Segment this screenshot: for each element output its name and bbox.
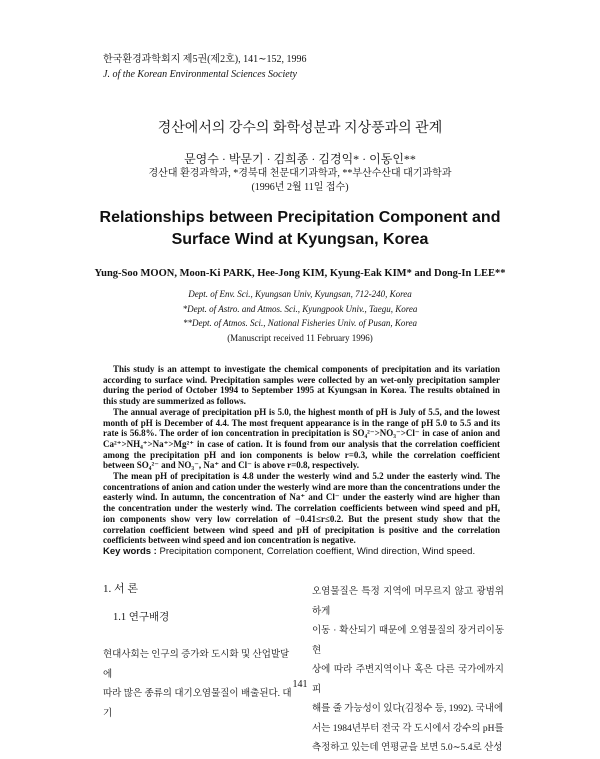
abstract-paragraph-2: The annual average of precipitation pH is 5.0, the highest month of pH is July of 5.5, and the lowest month of pH is December of 4.4. The most frequent appearance is in the range of pH 5.0 to 5.5 and its rate is 56.8%. The order of ion concentration in precipitation is SO₄²⁻>NO₃⁻>Cl⁻ in case of anion and Ca²⁺>NH₄⁺>Na⁺>Mg²⁺ in case of cation. It is found from our analysis that the correlation coefficient among the precipitation pH and ion components is below r=0.3, while the correlation coefficient between SO₄²⁻ and NO₃⁻, Na⁺ and Cl⁻ is above r=0.8, respectively. [103,406,500,471]
subsection-title: 1.1 연구배경 [113,612,170,623]
journal-header [103,52,306,82]
english-title-line-2: Surface Wind at Kyungsan, Korea [171,231,429,248]
right-body-line-6: 측정하고 있는데 연평균을 보면 5.0∼5.4로 산성 [312,743,503,753]
korean-author-block [0,152,600,195]
english-affiliations [0,287,600,345]
keywords-label: Key words : [103,546,157,557]
affiliation-1: Dept. of Env. Sci., Kyungsan Univ, Kyungsan, 712-240, Korea [188,289,412,299]
journal-citation-korean: 한국환경과학회지 제5권(제2호), 141∼152, 1996 [103,54,307,65]
right-body-line-5: 서는 1984년부터 전국 각 도시에서 강수의 pH를 [312,723,504,734]
english-title-line-1: Relationships between Precipitation Component and [99,209,501,226]
left-body-line-1: 현대사회는 인구의 증가와 도시화 및 산업발달에 [103,650,290,680]
english-title [0,207,600,251]
affiliation-3: **Dept. of Atmos. Sci., National Fisheries Univ. of Pusan, Korea [182,318,418,328]
keywords-text: Precipitation component, Correlation coeffient, Wind direction, Wind speed. [159,546,476,557]
korean-affiliations: 경산대 환경과학과, *경북대 천문대기과학과, **부산수산대 대기과학과 [148,168,452,179]
manuscript-received: (Manuscript received 11 February 1996) [227,332,373,343]
abstract [103,364,500,546]
english-authors: Yung-Soo MOON, Moon-Ki PARK, Hee-Jong KIM, Kyung-Eak KIM* and Dong-In LEE** [94,268,506,279]
korean-received-date: (1996년 2월 11일 접수) [251,182,349,193]
right-body-line-3: 상에 따라 주변지역이나 혹은 다른 국가에까지 피 [312,665,504,695]
right-body-line-4: 해를 줄 가능성이 있다(김정수 등, 1992). 국내에 [312,704,504,714]
right-body-line-1: 오염물질은 특정 지역에 머무르지 않고 광범위하게 [312,587,504,617]
affiliation-2: *Dept. of Astro. and Atmos. Sci., Kyungpook Univ., Taegu, Korea [182,303,418,314]
right-column [312,583,504,759]
journal-name-english: J. of the Korean Environmental Sciences Society [103,69,297,80]
keywords [103,546,503,557]
page-number: 141 [292,679,308,690]
left-body-line-2: 따라 많은 종류의 대기오염물질이 배출된다. 대기 [103,689,292,719]
abstract-paragraph-1: This study is an attempt to investigate the chemical components of precipitation and its variation according to surface wind. Precipitation samples were collected by an wet-only precipitation sampler during the period of October 1994 to September 1995 at Kyungsan in Korea. The results obtained in this study are summerized as follows. [103,364,500,407]
abstract-paragraph-3: The mean pH of precipitation is 4.8 under the westerly wind and 5.2 under the easterly wind. The concentrations of anion and cation under the westerly wind are more than the concentrations under the easterly wind. In autumn, the concentration of Na⁺ and Cl⁻ under the easterly wind are higher than the concentration under the westerly wind. The correlation coefficients between wind speed and pH, ion components show very low correlation of −0.41≤r≤0.2. But the present study show that the correlation coefficient between wind speed and pH of precipitation is positive and the correlation coefficients between wind speed and ion concentration is negative. [103,471,500,546]
korean-authors: 문영수 · 박문기 · 김희종 · 김경익* · 이동인** [184,152,416,166]
korean-title: 경산에서의 강수의 화학성분과 지상풍과의 관계 [157,121,443,136]
section-title: 1. 서 론 [103,583,139,595]
right-body-line-2: 이동 · 확산되기 때문에 오염물질의 장거리이동현 [312,626,504,656]
